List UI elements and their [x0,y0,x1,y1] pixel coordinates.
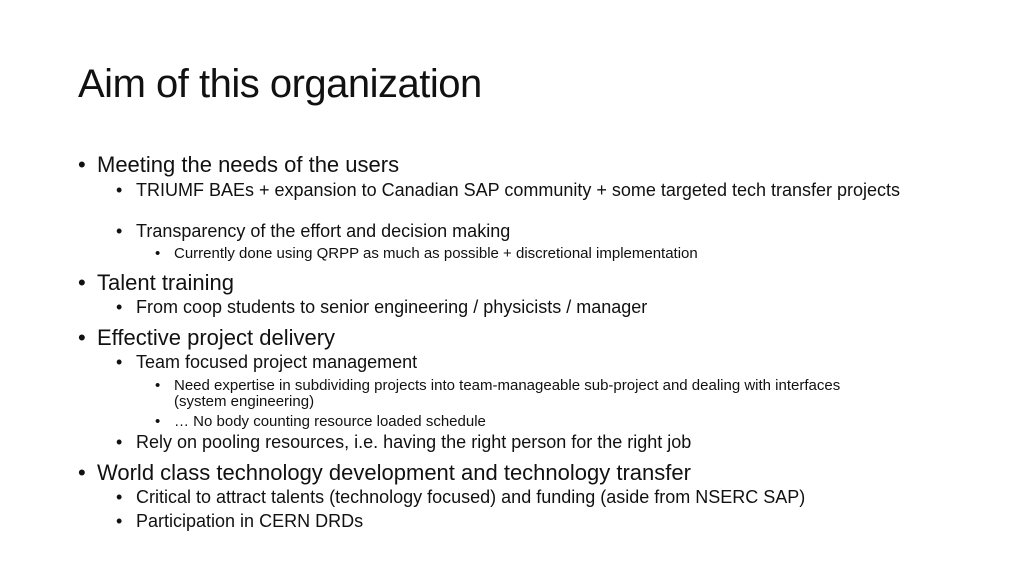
bullet-text: From coop students to senior engineering / physicists / manager [136,297,648,317]
bullet-icon: • [78,270,86,295]
bullet-icon: • [78,152,86,177]
bullet-text: Meeting the needs of the users [97,152,400,177]
bullet-text: Participation in CERN DRDs [136,511,364,531]
bullet-text: Talent training [97,270,234,295]
bullet-item [78,270,234,295]
bullet-text: Effective project delivery [97,325,336,350]
bullet-icon: • [78,325,86,350]
bullet-icon: • [155,377,161,394]
bullet-icon: • [155,413,161,430]
bullet-text: Transparency of the effort and decision making [136,221,511,241]
bullet-item [155,245,698,262]
bullet-item [155,377,894,410]
bullet-text: Critical to attract talents (technology focused) and funding (aside from NSERC SAP) [136,487,806,507]
bullet-text: Team focused project management [136,352,418,372]
bullet-item [155,413,486,430]
bullet-item [116,180,926,200]
bullet-icon: • [116,511,123,531]
bullet-item [78,152,400,177]
bullet-item [116,221,511,241]
bullet-text: Currently done using QRPP as much as possible + discretional implementation [174,245,698,262]
bullet-item [78,460,691,485]
bullet-item [116,352,418,372]
bullet-item [116,511,364,531]
bullet-item [116,487,806,507]
bullet-icon: • [116,221,123,241]
bullet-text: Rely on pooling resources, i.e. having the right person for the right job [136,432,692,452]
bullet-icon: • [78,460,86,485]
bullet-text: TRIUMF BAEs + expansion to Canadian SAP community + some targeted tech transfer projects [136,180,901,200]
slide-title: Aim of this organization [78,62,482,106]
bullet-item [116,297,648,317]
bullet-icon: • [116,352,123,372]
bullet-text: … No body counting resource loaded schedule [174,413,486,430]
bullet-text: World class technology development and technology transfer [97,460,691,485]
bullet-icon: • [155,245,161,262]
bullet-icon: • [116,432,123,452]
bullet-icon: • [116,180,123,200]
bullet-item [116,432,692,452]
bullet-icon: • [116,487,123,507]
bullet-icon: • [116,297,123,317]
bullet-item [78,325,336,350]
bullet-text: Need expertise in subdividing projects into team-manageable sub-project and dealing with interfaces (system engineering) [174,377,841,410]
